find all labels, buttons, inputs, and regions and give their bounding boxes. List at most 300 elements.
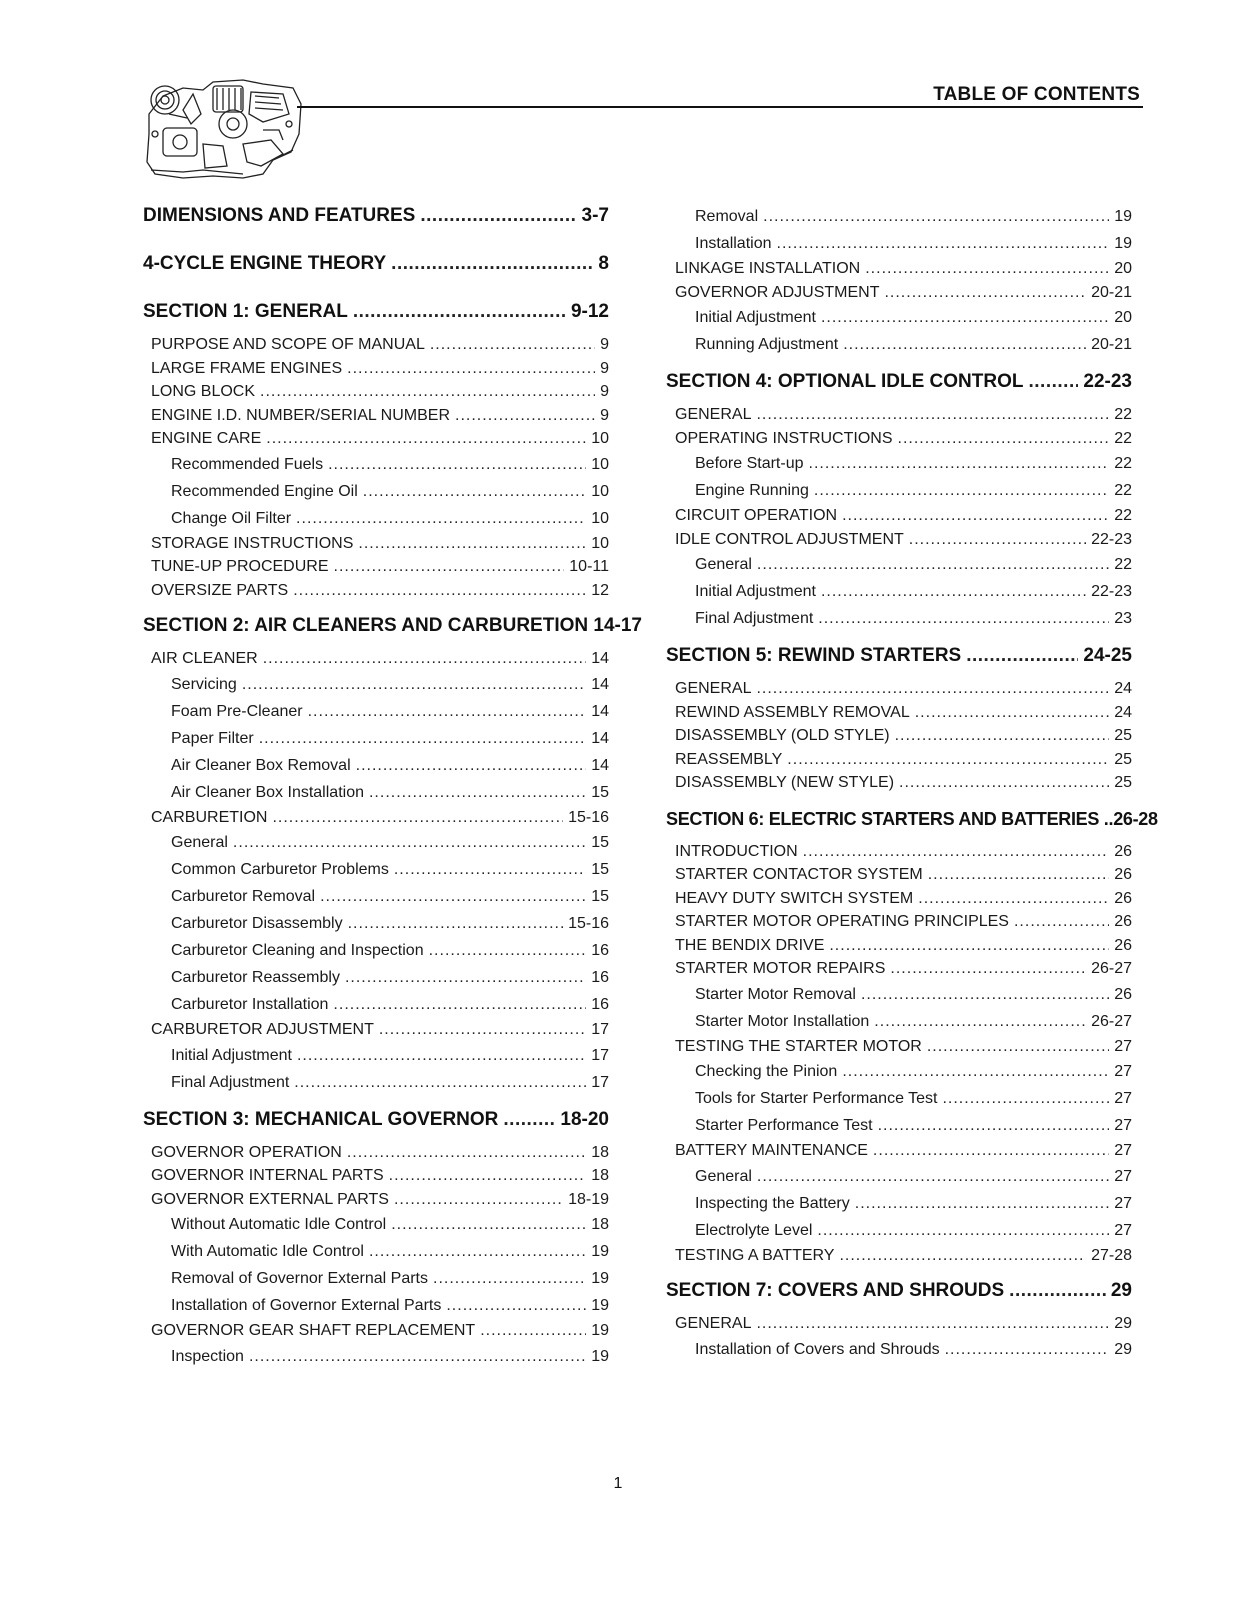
- toc-entry-title: Final Adjustment: [695, 610, 814, 627]
- leader-dots: [966, 643, 1078, 669]
- page-title: TABLE OF CONTENTS: [933, 84, 1140, 105]
- leader-dots: [874, 1008, 1086, 1035]
- toc-section-title: SECTION 7: COVERS AND SHROUDS: [666, 1280, 1005, 1301]
- toc-page-number: 26-27: [1091, 960, 1132, 977]
- toc-subentry[interactable]: [143, 829, 609, 856]
- toc-entry-title: Starter Motor Removal: [695, 985, 856, 1003]
- toc-entry[interactable]: [143, 427, 609, 451]
- toc-entry-title: Carburetor Cleaning and Inspection: [171, 942, 424, 959]
- toc-entry-title: LINKAGE INSTALLATION: [675, 260, 861, 277]
- toc-page-number: 22-23: [1091, 530, 1132, 548]
- leader-dots: [777, 230, 1110, 257]
- toc-page-number: 27-28: [1091, 1246, 1132, 1264]
- leader-dots: [503, 1107, 555, 1133]
- leader-dots: [899, 771, 1109, 795]
- toc-page-number: 10-11: [569, 558, 609, 575]
- leader-dots: [756, 677, 1109, 701]
- toc-subentry[interactable]: [666, 1336, 1132, 1363]
- toc-page-number: 26: [1114, 842, 1132, 860]
- toc-entry-title: Air Cleaner Box Removal: [171, 756, 351, 774]
- leader-dots: [942, 1085, 1109, 1112]
- toc-subentry[interactable]: [143, 725, 609, 752]
- leader-dots: [369, 1238, 586, 1265]
- toc-entry-title: Paper Filter: [171, 729, 254, 747]
- toc-entry[interactable]: [666, 677, 1132, 701]
- leader-dots: [842, 1058, 1109, 1085]
- toc-section-title: SECTION 6: ELECTRIC STARTERS AND BATTERIES ..26-28: [666, 808, 1158, 829]
- toc-subentry[interactable]: [143, 1211, 609, 1238]
- toc-entry[interactable]: [666, 1139, 1132, 1163]
- toc-section-title: 4-CYCLE ENGINE THEORY: [143, 253, 387, 274]
- toc-entry-title: THE BENDIX DRIVE: [675, 936, 825, 954]
- toc-entry[interactable]: [666, 1312, 1132, 1336]
- toc-entry[interactable]: [143, 1319, 609, 1343]
- toc-entry[interactable]: [143, 1141, 609, 1165]
- toc-page-number: 14: [591, 702, 609, 720]
- toc-page-number: 15-16: [568, 808, 609, 826]
- leader-dots: [843, 331, 1086, 358]
- toc-entry-title: TUNE-UP PROCEDURE: [151, 558, 329, 575]
- toc-page-number: 22: [1114, 429, 1132, 447]
- toc-subentry[interactable]: [666, 578, 1132, 605]
- leader-dots: [272, 806, 563, 830]
- toc-entry-title: With Automatic Idle Control: [171, 1243, 364, 1260]
- leader-dots: [918, 887, 1109, 911]
- leader-dots: [369, 779, 586, 806]
- toc-subentry[interactable]: [666, 304, 1132, 331]
- toc-page-number: 26: [1114, 913, 1132, 930]
- leader-dots: [480, 1319, 586, 1343]
- toc-entry-title: Carburetor Disassembly: [171, 915, 343, 932]
- toc-entry-title: REWIND ASSEMBLY REMOVAL: [675, 703, 910, 721]
- toc-entry-list: [143, 647, 609, 1096]
- toc-entry-title: Inspecting the Battery: [695, 1194, 850, 1212]
- toc-entry-title: GOVERNOR GEAR SHAFT REPLACEMENT: [151, 1322, 476, 1339]
- toc-page-number: 26: [1114, 936, 1132, 954]
- toc-subentry[interactable]: [143, 910, 609, 937]
- toc-page-number: 19: [591, 1243, 609, 1260]
- toc-entry[interactable]: [143, 404, 609, 428]
- leader-dots: [818, 605, 1109, 632]
- toc-subentry[interactable]: [143, 478, 609, 505]
- toc-entry-title: GENERAL: [675, 680, 752, 697]
- toc-entry-title: Without Automatic Idle Control: [171, 1216, 387, 1233]
- toc-entry-title: Electrolyte Level: [695, 1221, 813, 1239]
- toc-section-heading[interactable]: [666, 806, 1158, 832]
- toc-subentry[interactable]: [666, 1008, 1132, 1035]
- toc-page-number: 26-27: [1091, 1012, 1132, 1030]
- toc-section-title: SECTION 2: AIR CLEANERS AND CARBURETION 14-17: [143, 615, 642, 636]
- toc-entry-title: Running Adjustment: [695, 336, 839, 353]
- leader-dots: [297, 1042, 586, 1069]
- toc-page-number: 9-12: [570, 301, 609, 322]
- leader-dots: [803, 840, 1110, 864]
- toc-right-column: [666, 203, 1158, 1363]
- toc-entry-title: Before Start-up: [695, 455, 804, 472]
- toc-entry[interactable]: [143, 555, 609, 579]
- toc-entry[interactable]: [666, 1035, 1132, 1059]
- toc-subentry[interactable]: [143, 1343, 609, 1370]
- toc-page-number: 27: [1114, 1142, 1132, 1159]
- toc-page-number: 16: [591, 942, 609, 959]
- toc-entry[interactable]: [666, 887, 1132, 911]
- toc-subentry[interactable]: [143, 937, 609, 964]
- toc-page-number: 15-16: [568, 915, 609, 932]
- leader-dots: [379, 1018, 586, 1042]
- leader-dots: [391, 1211, 586, 1238]
- toc-entry[interactable]: [666, 863, 1132, 887]
- leader-dots: [296, 505, 586, 532]
- toc-page-number: 17: [591, 1073, 609, 1091]
- toc-subentry[interactable]: [143, 752, 609, 779]
- toc-section-heading[interactable]: [143, 251, 609, 277]
- toc-entry[interactable]: [666, 427, 1132, 451]
- toc-entry[interactable]: [143, 806, 609, 830]
- toc-subentry[interactable]: [143, 991, 609, 1018]
- toc-section-title: DIMENSIONS AND FEATURES: [143, 205, 416, 226]
- toc-page-number: 14: [591, 756, 609, 774]
- toc-entry-list: [666, 677, 1132, 795]
- toc-entry-title: Checking the Pinion: [695, 1063, 838, 1080]
- leader-dots: [898, 427, 1110, 451]
- toc-page-number: 29: [1110, 1280, 1132, 1301]
- toc-subentry[interactable]: [143, 505, 609, 532]
- toc-subentry[interactable]: [143, 1265, 609, 1292]
- leader-dots: [890, 957, 1086, 981]
- toc-page-number: 20-21: [1091, 336, 1132, 353]
- page-number: 1: [613, 1475, 623, 1492]
- toc-page-number: 15: [591, 861, 609, 878]
- toc-section-title: SECTION 1: GENERAL: [143, 301, 348, 322]
- toc-section-heading[interactable]: [666, 369, 1132, 395]
- leader-dots: [242, 671, 586, 698]
- toc-entry[interactable]: [666, 504, 1132, 528]
- leader-dots: [320, 883, 586, 910]
- toc-entry-title: General: [695, 1167, 752, 1185]
- leader-dots: [356, 752, 587, 779]
- toc-entry-list: [666, 840, 1132, 1268]
- toc-page-number: 18-19: [568, 1190, 609, 1208]
- leader-dots: [347, 1141, 586, 1165]
- leader-dots: [446, 1292, 586, 1319]
- toc-page-number: 10: [591, 455, 609, 473]
- toc-entry-title: ENGINE I.D. NUMBER/SERIAL NUMBER: [151, 406, 451, 424]
- leader-dots: [394, 856, 586, 883]
- toc-subentry[interactable]: [143, 1238, 609, 1265]
- toc-entry[interactable]: [666, 910, 1132, 934]
- leader-dots: [756, 1312, 1109, 1336]
- toc-page-number: 22: [1114, 406, 1132, 423]
- toc-page-number: 22-23: [1091, 583, 1132, 600]
- toc-section-heading[interactable]: [143, 1107, 609, 1133]
- toc-entry-title: TESTING THE STARTER MOTOR: [675, 1037, 922, 1055]
- toc-subentry[interactable]: [666, 203, 1132, 230]
- toc-entry-title: Common Carburetor Problems: [171, 861, 389, 878]
- toc-entry[interactable]: [143, 1188, 609, 1212]
- toc-page-number: 19: [591, 1297, 609, 1314]
- toc-subentry[interactable]: [666, 1217, 1132, 1244]
- toc-subentry[interactable]: [666, 1085, 1132, 1112]
- toc-page-number: 9: [600, 359, 609, 377]
- toc-section-heading[interactable]: [143, 613, 642, 639]
- toc-entry[interactable]: [143, 532, 609, 556]
- toc-page-number: 18: [591, 1143, 609, 1161]
- toc-entry-title: IDLE CONTROL ADJUSTMENT: [675, 530, 904, 548]
- toc-page-number: 10: [591, 534, 609, 552]
- toc-page-number: 14: [591, 675, 609, 693]
- toc-section-heading[interactable]: [143, 299, 609, 325]
- toc-subentry[interactable]: [143, 883, 609, 910]
- toc-entry[interactable]: [666, 771, 1132, 795]
- toc-subentry[interactable]: [666, 331, 1132, 358]
- toc-page-number: 16: [591, 969, 609, 986]
- toc-page-number: 10: [591, 430, 609, 447]
- toc-subentry[interactable]: [666, 230, 1132, 257]
- toc-page-number: 8: [598, 253, 609, 274]
- toc-entry[interactable]: [143, 647, 609, 671]
- toc-entry-title: Initial Adjustment: [695, 583, 816, 600]
- toc-page-number: 19: [591, 1270, 609, 1287]
- toc-entry[interactable]: [143, 357, 609, 381]
- leader-dots: [266, 427, 586, 451]
- toc-entry[interactable]: [666, 724, 1132, 748]
- toc-entry-list: [143, 1141, 609, 1370]
- leader-dots: [814, 477, 1109, 504]
- toc-page-number: 14: [591, 650, 609, 667]
- toc-page-number: 10: [591, 509, 609, 527]
- toc-section-title: SECTION 5: REWIND STARTERS: [666, 645, 962, 666]
- toc-entry-title: Servicing: [171, 675, 237, 693]
- toc-entry-title: BATTERY MAINTENANCE: [675, 1142, 868, 1159]
- toc-page-number: 12: [591, 581, 609, 599]
- toc-entry[interactable]: [666, 957, 1132, 981]
- leader-dots: [249, 1343, 586, 1370]
- toc-entry-title: INTRODUCTION: [675, 842, 798, 860]
- leader-dots: [763, 203, 1109, 230]
- toc-page-number: 20: [1114, 309, 1132, 326]
- toc-entry[interactable]: [666, 257, 1132, 281]
- toc-entry-list: [666, 403, 1132, 632]
- leader-dots: [757, 1163, 1109, 1190]
- toc-page-number: 22-23: [1083, 371, 1132, 392]
- toc-entry-title: General: [171, 834, 228, 851]
- leader-dots: [821, 304, 1109, 331]
- leader-dots: [809, 450, 1110, 477]
- toc-entry[interactable]: [143, 380, 609, 404]
- leader-dots: [829, 934, 1109, 958]
- toc-entry[interactable]: [143, 579, 609, 603]
- leader-dots: [328, 451, 586, 478]
- toc-page-number: 23: [1114, 610, 1132, 627]
- toc-entry-title: Recommended Engine Oil: [171, 482, 358, 500]
- toc-page-number: 19: [591, 1322, 609, 1339]
- toc-subentry[interactable]: [666, 1112, 1132, 1139]
- toc-entry[interactable]: [143, 1018, 609, 1042]
- toc-entry-title: GENERAL: [675, 406, 752, 423]
- leader-dots: [878, 1112, 1110, 1139]
- toc-entry-title: ENGINE CARE: [151, 430, 262, 447]
- leader-dots: [1029, 369, 1079, 395]
- leader-dots: [430, 333, 595, 357]
- toc-subentry[interactable]: [143, 1292, 609, 1319]
- toc-entry[interactable]: [666, 281, 1132, 305]
- toc-entry-list: [666, 1312, 1132, 1363]
- toc-section-heading[interactable]: [143, 203, 609, 229]
- toc-page-number: 22: [1114, 507, 1132, 524]
- toc-entry-title: GOVERNOR EXTERNAL PARTS: [151, 1190, 389, 1208]
- toc-entry-title: Installation of Covers and Shrouds: [695, 1340, 940, 1358]
- toc-page-number: 10: [591, 482, 609, 500]
- toc-section-heading[interactable]: [666, 1278, 1132, 1304]
- toc-section-title: SECTION 4: OPTIONAL IDLE CONTROL: [666, 371, 1024, 392]
- toc-page-number: 15: [591, 783, 609, 801]
- toc-entry-title: CIRCUIT OPERATION: [675, 507, 838, 524]
- toc-page-number: 18: [591, 1216, 609, 1233]
- toc-entry-title: Initial Adjustment: [171, 1046, 292, 1064]
- leader-dots: [420, 203, 576, 229]
- toc-entry-title: LARGE FRAME ENGINES: [151, 359, 343, 377]
- toc-page-number: 3-7: [581, 205, 609, 226]
- toc-entry[interactable]: [666, 934, 1132, 958]
- leader-dots: [391, 251, 593, 277]
- leader-dots: [345, 964, 586, 991]
- toc-entry-title: Final Adjustment: [171, 1073, 290, 1091]
- toc-subentry[interactable]: [666, 477, 1132, 504]
- leader-dots: [855, 1190, 1109, 1217]
- toc-page-number: 24: [1114, 680, 1132, 697]
- toc-entry-title: DISASSEMBLY (NEW STYLE): [675, 774, 895, 791]
- toc-page-number: 26: [1114, 985, 1132, 1003]
- toc-entry-title: HEAVY DUTY SWITCH SYSTEM: [675, 889, 914, 907]
- toc-page-number: 18: [591, 1167, 609, 1184]
- leader-dots: [909, 528, 1086, 552]
- toc-section-heading[interactable]: [666, 643, 1132, 669]
- leader-dots: [842, 504, 1109, 528]
- toc-entry-title: REASSEMBLY: [675, 750, 783, 768]
- engine-illustration-icon: [143, 74, 303, 182]
- leader-dots: [873, 1139, 1109, 1163]
- toc-entry-title: DISASSEMBLY (OLD STYLE): [675, 727, 890, 744]
- toc-entry[interactable]: [666, 840, 1132, 864]
- leader-dots: [433, 1265, 586, 1292]
- toc-subentry[interactable]: [666, 450, 1132, 477]
- toc-entry-title: TESTING A BATTERY: [675, 1246, 835, 1264]
- leader-dots: [363, 478, 586, 505]
- toc-entry[interactable]: [666, 701, 1132, 725]
- toc-subentry[interactable]: [666, 1190, 1132, 1217]
- toc-subentry[interactable]: [143, 856, 609, 883]
- toc-entry-title: LONG BLOCK: [151, 383, 256, 400]
- toc-entry-title: Removal: [695, 208, 759, 225]
- toc-subentry[interactable]: [143, 1069, 609, 1096]
- toc-entry-title: GOVERNOR OPERATION: [151, 1143, 342, 1161]
- toc-subentry[interactable]: [666, 551, 1132, 578]
- toc-page-number: 20-21: [1091, 283, 1132, 301]
- toc-left-column: [143, 203, 642, 1370]
- toc-entry[interactable]: [143, 333, 609, 357]
- toc-entry[interactable]: [666, 1244, 1132, 1268]
- toc-subentry[interactable]: [666, 605, 1132, 632]
- toc-entry-title: STARTER MOTOR OPERATING PRINCIPLES: [675, 913, 1009, 930]
- toc-page-number: 17: [591, 1046, 609, 1064]
- leader-dots: [334, 555, 565, 579]
- toc-subentry[interactable]: [666, 1058, 1132, 1085]
- toc-subentry[interactable]: [143, 671, 609, 698]
- toc-page-number: 26: [1114, 866, 1132, 883]
- leader-dots: [429, 937, 587, 964]
- toc-page-number: 24-25: [1083, 645, 1132, 666]
- toc-entry-title: Engine Running: [695, 482, 809, 499]
- leader-dots: [233, 829, 586, 856]
- toc-subentry[interactable]: [666, 1163, 1132, 1190]
- toc-entry-list: [666, 203, 1132, 358]
- leader-dots: [839, 1244, 1086, 1268]
- leader-dots: [308, 698, 587, 725]
- toc-entry-title: Carburetor Installation: [171, 996, 329, 1013]
- leader-dots: [455, 404, 595, 428]
- toc-subentry[interactable]: [143, 779, 609, 806]
- leader-dots: [333, 991, 586, 1018]
- toc-entry[interactable]: [666, 403, 1132, 427]
- leader-dots: [928, 863, 1109, 887]
- toc-subentry[interactable]: [143, 698, 609, 725]
- toc-subentry[interactable]: [143, 964, 609, 991]
- toc-entry-title: STARTER CONTACTOR SYSTEM: [675, 866, 923, 883]
- toc-page-number: 27: [1114, 1090, 1132, 1107]
- leader-dots: [347, 357, 595, 381]
- toc-page-number: 19: [1114, 208, 1132, 225]
- toc-page-number: 22: [1114, 482, 1132, 499]
- leader-dots: [817, 1217, 1109, 1244]
- toc-page-number: 25: [1114, 727, 1132, 744]
- toc-page-number: 27: [1114, 1167, 1132, 1185]
- leader-dots: [394, 1188, 563, 1212]
- toc-entry-title: Recommended Fuels: [171, 455, 324, 473]
- toc-entry[interactable]: [666, 528, 1132, 552]
- toc-page-number: 22: [1114, 455, 1132, 472]
- toc-entry-title: Inspection: [171, 1347, 244, 1365]
- leader-dots: [1014, 910, 1109, 934]
- toc-page-number: 27: [1114, 1194, 1132, 1212]
- toc-entry-title: CARBURETOR ADJUSTMENT: [151, 1021, 374, 1038]
- toc-page-number: 29: [1114, 1315, 1132, 1332]
- toc-entry[interactable]: [666, 748, 1132, 772]
- toc-page-number: 27: [1114, 1063, 1132, 1080]
- toc-page-number: 25: [1114, 774, 1132, 791]
- toc-subentry[interactable]: [143, 1042, 609, 1069]
- toc-page-number: 9: [600, 336, 609, 353]
- leader-dots: [260, 380, 595, 404]
- toc-entry-title: Removal of Governor External Parts: [171, 1270, 428, 1287]
- toc-subentry[interactable]: [666, 981, 1132, 1008]
- leader-dots: [389, 1164, 587, 1188]
- toc-entry-title: Carburetor Removal: [171, 888, 316, 905]
- toc-page-number: 19: [1114, 235, 1132, 252]
- toc-subentry[interactable]: [143, 451, 609, 478]
- toc-page-number: 22: [1114, 556, 1132, 573]
- leader-dots: [915, 701, 1109, 725]
- toc-page-number: 26: [1114, 889, 1132, 907]
- toc-page-number: 18-20: [560, 1108, 609, 1130]
- toc-entry-title: PURPOSE AND SCOPE OF MANUAL: [151, 336, 425, 353]
- toc-entry-title: OPERATING INSTRUCTIONS: [675, 429, 893, 447]
- leader-dots: [756, 403, 1109, 427]
- toc-page-number: 15: [591, 834, 609, 851]
- toc-entry-title: Tools for Starter Performance Test: [695, 1090, 938, 1107]
- toc-entry-title: STORAGE INSTRUCTIONS: [151, 534, 354, 552]
- toc-entry[interactable]: [143, 1164, 609, 1188]
- toc-page-number: 27: [1114, 1037, 1132, 1055]
